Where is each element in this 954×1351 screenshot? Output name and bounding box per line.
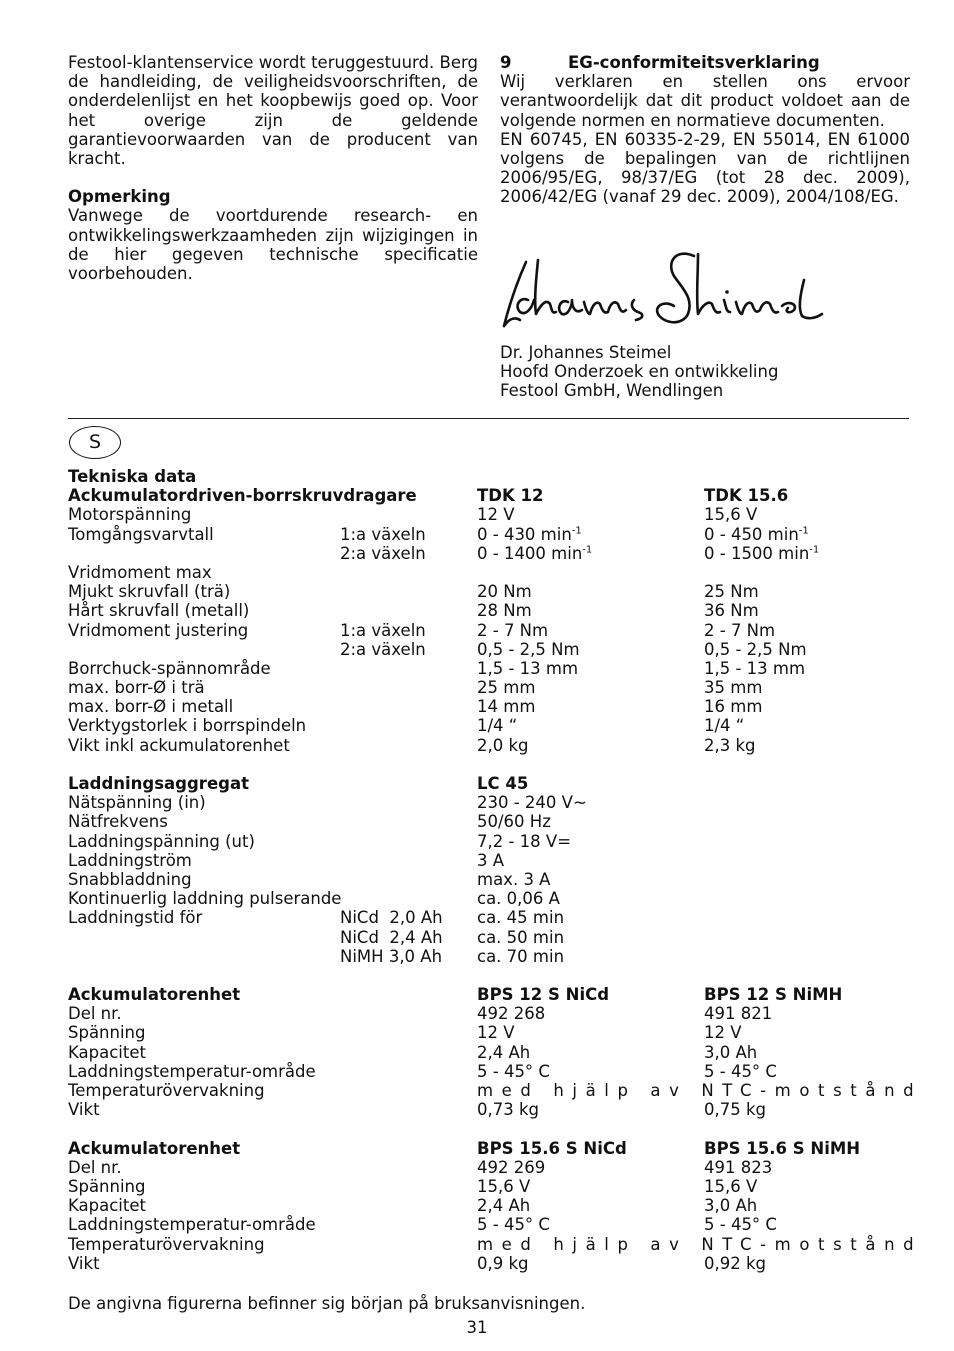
value-b: 15,6 V	[704, 505, 758, 525]
table-row	[68, 851, 928, 870]
value-a: 28 Nm	[477, 601, 532, 621]
value-b: 25 Nm	[704, 582, 759, 602]
value-a: 2,0 kg	[477, 735, 529, 755]
exponent: -1	[582, 544, 593, 556]
value-b: 16 mm	[704, 697, 763, 717]
value-b: 3,0 Ah	[704, 1042, 758, 1062]
value-a: 230 - 240 V~	[477, 793, 587, 813]
row-label: Nätfrekvens	[68, 812, 168, 832]
exponent: -1	[571, 525, 582, 537]
table-row	[68, 1177, 928, 1196]
value-a: ca. 0,06 A	[477, 889, 560, 909]
table-row	[68, 793, 928, 812]
gear-label: 1:a växeln	[340, 524, 426, 544]
row-label: Mjukt skruvfall (trä)	[68, 582, 231, 602]
value-text: 0 - 430 min	[477, 524, 572, 544]
value-a: ca. 45 min	[477, 908, 565, 928]
row-label: Laddningström	[68, 850, 192, 870]
signer-name: Dr. Johannes Steimel	[500, 343, 672, 362]
right-column	[500, 53, 910, 207]
signer-role: Hoofd Onderzoek en ontwikkeling	[500, 362, 779, 382]
value-b: 15,6 V	[704, 1176, 758, 1196]
table-row	[68, 1215, 928, 1234]
value-b: 12 V	[704, 1023, 742, 1043]
battery-type: NiCd 2,0 Ah	[340, 908, 443, 928]
service-paragraph: Festool-klantenservice wordt teruggestuurd. Berg de handleiding, de veiligheidsvoorschriften, de onderdelenlijst en het koopbewijs goed op. Voor het overige zijn de geldende garantievoorwaarden van de producent van kracht.	[68, 53, 478, 169]
value-a: ca. 50 min	[477, 927, 565, 947]
table-row	[68, 505, 928, 524]
row-label: Verktygstorlek i borrspindeln	[68, 716, 307, 736]
row-label: Snabbladdning	[68, 869, 192, 889]
model-a: TDK 12	[477, 486, 544, 506]
value-a	[477, 544, 592, 563]
row-label: Vikt	[68, 1100, 100, 1120]
language-badge: S	[69, 426, 121, 459]
value-b: 2 - 7 Nm	[704, 620, 776, 640]
table-row	[68, 621, 928, 640]
signer-block	[500, 343, 778, 401]
standards-paragraph: EN 60745, EN 60335-2-29, EN 55014, EN 61000 volgens de bepalingen van de richtlijnen 2006/95/EG, 98/37/EG (tot 28 dec. 2009), 2006/42/EG (vanaf 29 dec. 2009), 2004/108/EG.	[500, 129, 910, 207]
signature-image	[498, 240, 828, 340]
section-number: 9	[500, 53, 512, 72]
value-a: 50/60 Hz	[477, 812, 551, 832]
value-a: 2,4 Ah	[477, 1196, 531, 1216]
row-label: Motorspänning	[68, 505, 192, 525]
row-label: Del nr.	[68, 1157, 122, 1177]
value-a: 12 V	[477, 1023, 515, 1043]
table-row	[68, 678, 928, 697]
footer-note: De angivna figurerna befinner sig början på bruksanvisningen.	[68, 1294, 586, 1313]
gear-label: 2:a växeln	[340, 543, 426, 563]
table-row	[68, 1004, 928, 1023]
row-label: Vridmoment max	[68, 562, 212, 582]
table-row	[68, 525, 928, 544]
value-a: 15,6 V	[477, 1176, 531, 1196]
row-label: Kontinuerlig laddning pulserande	[68, 889, 342, 909]
value-a: 2 - 7 Nm	[477, 620, 549, 640]
table-row	[68, 1158, 928, 1177]
declaration-paragraph: Wij verklaren en stellen ons ervoor verantwoordelijk dat dit product voldoet aan de volgende normen en normatieve documenten.	[500, 72, 910, 130]
row-label: Kapacitet	[68, 1042, 146, 1062]
value-a: med hjälp av NTC-motstånd	[477, 1081, 923, 1100]
value-a: 3 A	[477, 850, 505, 870]
row-label: Temperaturövervakning	[68, 1081, 265, 1100]
value-a: 492 269	[477, 1157, 546, 1177]
value-text: 0 - 1400 min	[477, 543, 583, 563]
row-label: Laddningspänning (ut)	[68, 831, 255, 851]
table-row	[68, 774, 928, 793]
value-a: 5 - 45° C	[477, 1061, 550, 1081]
row-label: Laddningstemperatur-område	[68, 1061, 316, 1081]
battery-heading: Ackumulatorenhet	[68, 985, 241, 1005]
table-row	[68, 582, 928, 601]
table-row	[68, 486, 928, 505]
table-row	[68, 563, 928, 582]
exponent: -1	[798, 525, 809, 537]
row-label: Kapacitet	[68, 1196, 146, 1216]
table-row	[68, 1081, 928, 1100]
row-label: Spänning	[68, 1176, 146, 1196]
table-row	[68, 544, 928, 563]
table-row	[68, 889, 928, 908]
table-row	[68, 1235, 928, 1254]
value-a: 25 mm	[477, 678, 536, 698]
row-label: Del nr.	[68, 1004, 122, 1024]
model-b: TDK 15.6	[704, 486, 789, 506]
note-heading: Opmerking	[68, 187, 171, 207]
row-label: Vridmoment justering	[68, 620, 249, 640]
exponent: -1	[809, 544, 820, 556]
value-b	[704, 544, 819, 563]
table-row	[68, 716, 928, 735]
tech-heading: Tekniska data	[68, 467, 197, 486]
row-label: Nätspänning (in)	[68, 793, 206, 813]
value-b: 1/4 “	[704, 716, 745, 736]
value-a: ca. 70 min	[477, 946, 565, 966]
value-a	[477, 525, 582, 544]
table-row	[68, 1196, 928, 1215]
drill-heading: Ackumulatordriven-borrskruvdragare	[68, 486, 417, 506]
row-label: Vikt inkl ackumulatorenhet	[68, 735, 290, 755]
value-b: 35 mm	[704, 678, 763, 698]
model-a: BPS 15.6 S NiCd	[477, 1138, 627, 1158]
table-row	[68, 697, 928, 716]
model-a: BPS 12 S NiCd	[477, 985, 610, 1005]
value-a: 12 V	[477, 505, 515, 525]
model-b: BPS 12 S NiMH	[704, 985, 843, 1005]
section-title: EG-conformiteitsverklaring	[568, 53, 820, 72]
table-row	[68, 736, 928, 755]
value-b: 5 - 45° C	[704, 1061, 777, 1081]
value-a: 0,9 kg	[477, 1253, 529, 1273]
value-a: 0,73 kg	[477, 1100, 540, 1120]
row-label: max. borr-Ø i metall	[68, 697, 234, 717]
table-row	[68, 1100, 928, 1119]
row-label: Laddningstid för	[68, 908, 203, 928]
value-b: 0,75 kg	[704, 1100, 767, 1120]
technical-data-table	[68, 467, 928, 1273]
value-a: 7,2 - 18 V=	[477, 831, 572, 851]
row-label: Temperaturövervakning	[68, 1234, 265, 1254]
table-row	[68, 928, 928, 947]
value-a: 20 Nm	[477, 582, 532, 602]
value-b: 2,3 kg	[704, 735, 756, 755]
value-text: 0 - 450 min	[704, 524, 799, 544]
table-row	[68, 640, 928, 659]
note-paragraph: Vanwege de voortdurende research- en ontwikkelingswerkzaamheden zijn wijzigingen in de hier gegeven technische specificatie voorbehouden.	[68, 206, 478, 284]
charger-model: LC 45	[477, 774, 529, 793]
value-a: 1,5 - 13 mm	[477, 658, 579, 678]
battery-type: NiCd 2,4 Ah	[340, 927, 443, 947]
value-b: 36 Nm	[704, 601, 759, 621]
table-row	[68, 1023, 928, 1042]
table-row	[68, 1139, 928, 1158]
battery-heading: Ackumulatorenhet	[68, 1138, 241, 1158]
table-row	[68, 1043, 928, 1062]
table-row	[68, 870, 928, 889]
value-b: 3,0 Ah	[704, 1196, 758, 1216]
section-divider	[68, 418, 909, 419]
row-label: max. borr-Ø i trä	[68, 678, 205, 698]
row-label: Borrchuck-spännområde	[68, 658, 271, 678]
table-row	[68, 467, 928, 486]
row-label: Spänning	[68, 1023, 146, 1043]
value-text: 0 - 1500 min	[704, 543, 810, 563]
table-row	[68, 947, 928, 966]
row-label: Tomgångsvarvtall	[68, 524, 214, 544]
value-b: 491 823	[704, 1157, 773, 1177]
row-label: Vikt	[68, 1253, 100, 1273]
value-b	[704, 525, 809, 544]
left-column	[68, 53, 478, 283]
value-a: 5 - 45° C	[477, 1215, 550, 1235]
value-a: 14 mm	[477, 697, 536, 717]
value-b: 491 821	[704, 1004, 773, 1024]
table-row	[68, 659, 928, 678]
value-a: 2,4 Ah	[477, 1042, 531, 1062]
value-a: 492 268	[477, 1004, 546, 1024]
table-row	[68, 1254, 928, 1273]
signer-company: Festool GmbH, Wendlingen	[500, 381, 724, 401]
value-b: 5 - 45° C	[704, 1215, 777, 1235]
value-b: 0,92 kg	[704, 1253, 767, 1273]
value-a: max. 3 A	[477, 869, 551, 889]
section-heading	[500, 53, 910, 72]
gear-label: 2:a växeln	[340, 639, 426, 659]
row-label: Hårt skruvfall (metall)	[68, 601, 250, 621]
value-a: 1/4 “	[477, 716, 518, 736]
table-row	[68, 832, 928, 851]
value-b: 1,5 - 13 mm	[704, 658, 806, 678]
value-b: 0,5 - 2,5 Nm	[704, 639, 807, 659]
page-number: 31	[466, 1318, 488, 1337]
table-row	[68, 908, 928, 927]
model-b: BPS 15.6 S NiMH	[704, 1138, 861, 1158]
table-row	[68, 812, 928, 831]
value-a: 0,5 - 2,5 Nm	[477, 639, 580, 659]
table-row	[68, 601, 928, 620]
table-row	[68, 1062, 928, 1081]
charger-heading: Laddningsaggregat	[68, 774, 249, 793]
battery-type: NiMH 3,0 Ah	[340, 946, 443, 966]
row-label: Laddningstemperatur-område	[68, 1215, 316, 1235]
gear-label: 1:a växeln	[340, 620, 426, 640]
table-row	[68, 985, 928, 1004]
value-a: med hjälp av NTC-motstånd	[477, 1234, 923, 1254]
